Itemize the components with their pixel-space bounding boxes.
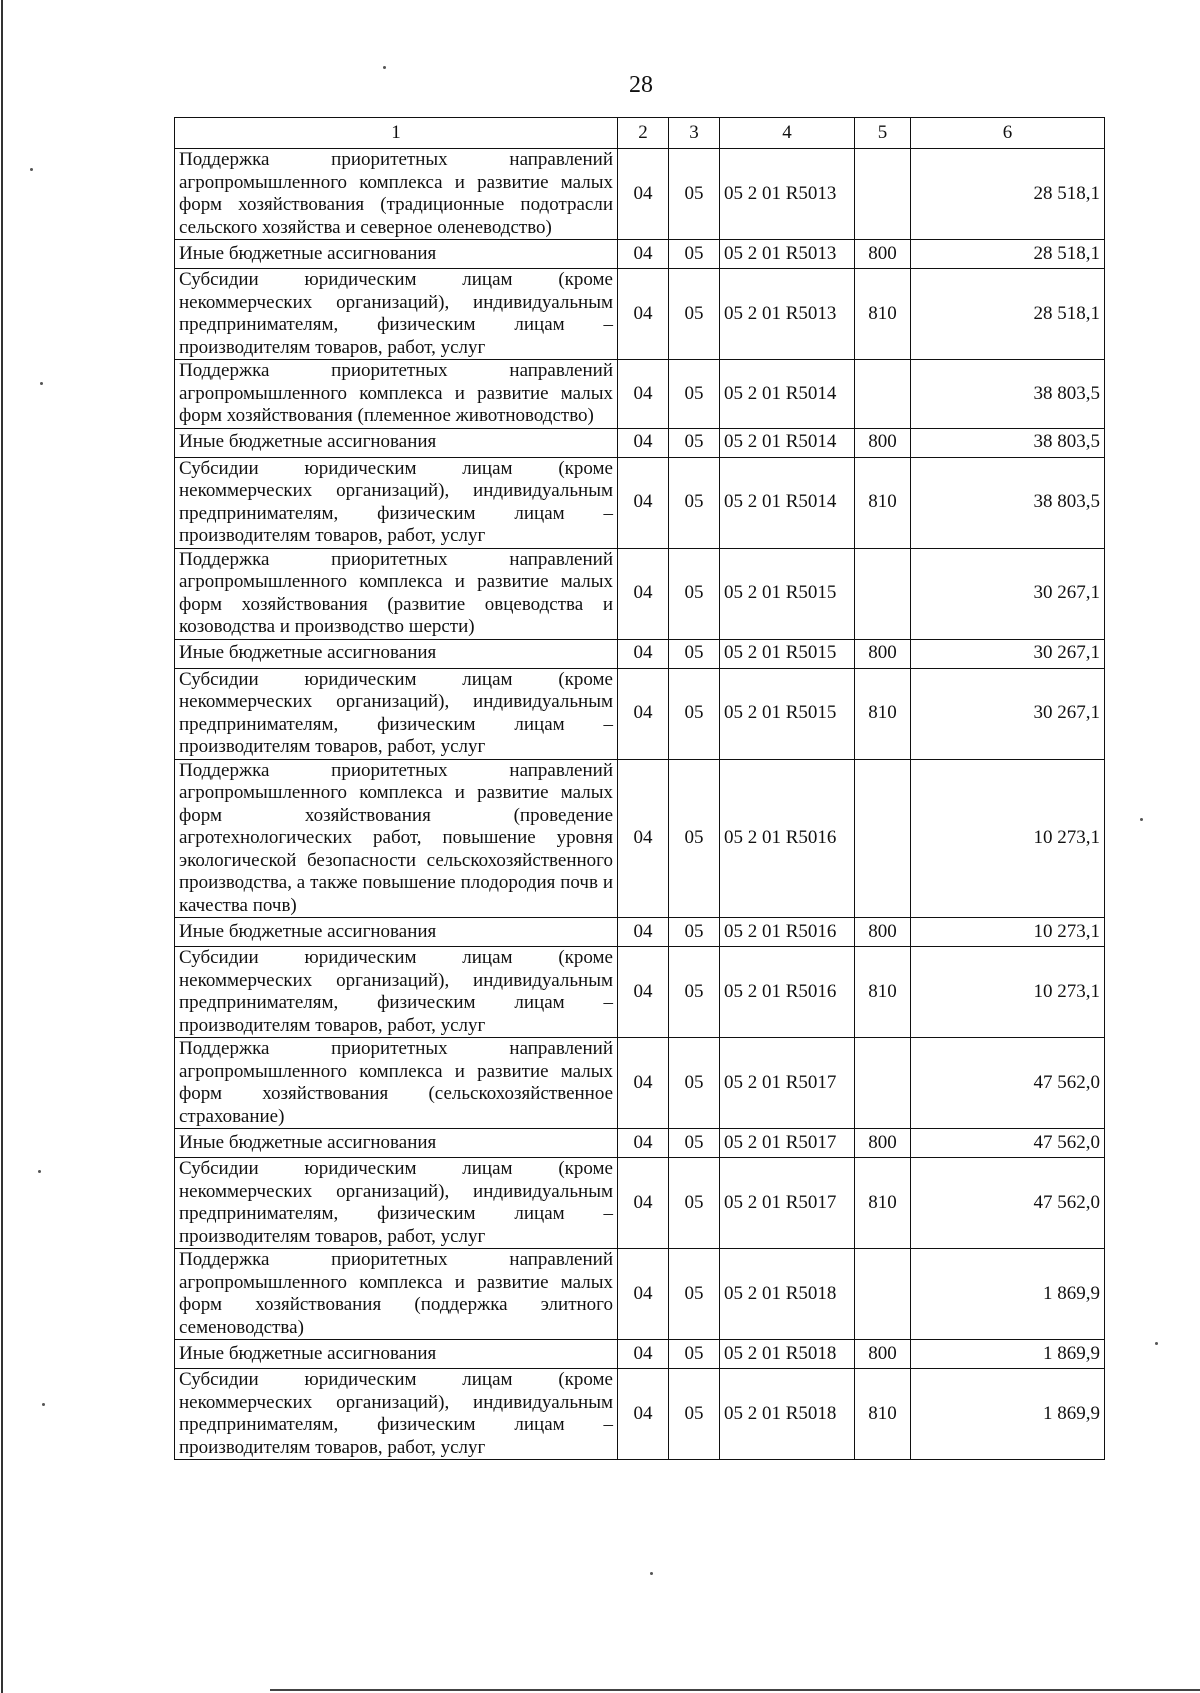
row-section: 04 <box>618 668 669 759</box>
table-row <box>175 1369 1105 1460</box>
row-amount: 30 267,1 <box>911 668 1105 759</box>
table-row <box>175 1158 1105 1249</box>
row-subsection: 05 <box>669 269 720 360</box>
table-row <box>175 457 1105 548</box>
row-expense-type <box>855 1038 911 1129</box>
row-name: Субсидии юридическим лицам (кроме некоммерческих организаций), индивидуальным предпринимателям, физическим лицам – производителям товаров, работ, услуг <box>175 1158 618 1249</box>
row-amount: 10 273,1 <box>911 947 1105 1038</box>
row-name: Субсидии юридическим лицам (кроме некоммерческих организаций), индивидуальным предпринимателям, физическим лицам – производителям товаров, работ, услуг <box>175 668 618 759</box>
row-name: Субсидии юридическим лицам (кроме некоммерческих организаций), индивидуальным предпринимателям, физическим лицам – производителям товаров, работ, услуг <box>175 1369 618 1460</box>
scan-speck <box>650 1572 653 1575</box>
row-amount: 38 803,5 <box>911 428 1105 457</box>
row-subsection: 05 <box>669 360 720 429</box>
row-subsection: 05 <box>669 1038 720 1129</box>
row-name: Иные бюджетные ассигнования <box>175 639 618 668</box>
table-row <box>175 1129 1105 1158</box>
scan-speck <box>38 1170 41 1173</box>
row-expense-type: 800 <box>855 240 911 269</box>
row-name: Поддержка приоритетных направлений агропромышленного комплекса и развитие малых форм хозяйствования (развитие овцеводства и козоводства и производство шерсти) <box>175 548 618 639</box>
row-section: 04 <box>618 759 669 918</box>
row-expense-type: 800 <box>855 1340 911 1369</box>
scan-speck <box>1155 1342 1158 1345</box>
scan-speck <box>42 1403 45 1406</box>
table-row <box>175 269 1105 360</box>
table-row <box>175 360 1105 429</box>
row-section: 04 <box>618 1158 669 1249</box>
header-col-3: 3 <box>669 118 720 149</box>
table-row <box>175 428 1105 457</box>
row-target-code: 05 2 01 R5014 <box>720 457 855 548</box>
row-subsection: 05 <box>669 639 720 668</box>
table-row <box>175 1249 1105 1340</box>
table-row <box>175 240 1105 269</box>
header-col-1: 1 <box>175 118 618 149</box>
row-amount: 30 267,1 <box>911 548 1105 639</box>
row-target-code: 05 2 01 R5017 <box>720 1158 855 1249</box>
row-amount: 38 803,5 <box>911 457 1105 548</box>
row-subsection: 05 <box>669 1249 720 1340</box>
table-row <box>175 548 1105 639</box>
row-amount: 28 518,1 <box>911 149 1105 240</box>
row-expense-type: 800 <box>855 1129 911 1158</box>
scan-speck <box>40 382 43 385</box>
row-name: Субсидии юридическим лицам (кроме некоммерческих организаций), индивидуальным предпринимателям, физическим лицам – производителям товаров, работ, услуг <box>175 269 618 360</box>
row-subsection: 05 <box>669 1369 720 1460</box>
table-row <box>175 759 1105 918</box>
row-expense-type: 810 <box>855 269 911 360</box>
row-expense-type: 810 <box>855 668 911 759</box>
row-target-code: 05 2 01 R5016 <box>720 759 855 918</box>
row-amount: 1 869,9 <box>911 1249 1105 1340</box>
row-target-code: 05 2 01 R5018 <box>720 1369 855 1460</box>
row-expense-type: 810 <box>855 1158 911 1249</box>
row-subsection: 05 <box>669 918 720 947</box>
row-target-code: 05 2 01 R5018 <box>720 1249 855 1340</box>
row-amount: 30 267,1 <box>911 639 1105 668</box>
table-row <box>175 668 1105 759</box>
row-section: 04 <box>618 1249 669 1340</box>
row-expense-type: 810 <box>855 947 911 1038</box>
row-name: Иные бюджетные ассигнования <box>175 240 618 269</box>
row-name: Поддержка приоритетных направлений агропромышленного комплекса и развитие малых форм хозяйствования (племенное животноводство) <box>175 360 618 429</box>
scan-edge-bottom <box>270 1689 1200 1691</box>
row-subsection: 05 <box>669 1129 720 1158</box>
row-section: 04 <box>618 918 669 947</box>
row-name: Поддержка приоритетных направлений агропромышленного комплекса и развитие малых форм хозяйствования (сельскохозяйственное страхование) <box>175 1038 618 1129</box>
row-target-code: 05 2 01 R5013 <box>720 240 855 269</box>
row-amount: 1 869,9 <box>911 1369 1105 1460</box>
row-target-code: 05 2 01 R5015 <box>720 668 855 759</box>
row-amount: 1 869,9 <box>911 1340 1105 1369</box>
budget-table <box>174 117 1105 1460</box>
row-expense-type <box>855 1249 911 1340</box>
row-subsection: 05 <box>669 149 720 240</box>
row-amount: 38 803,5 <box>911 360 1105 429</box>
row-subsection: 05 <box>669 428 720 457</box>
row-subsection: 05 <box>669 457 720 548</box>
row-name: Субсидии юридическим лицам (кроме некоммерческих организаций), индивидуальным предпринимателям, физическим лицам – производителям товаров, работ, услуг <box>175 457 618 548</box>
scan-speck <box>383 66 386 69</box>
row-amount: 47 562,0 <box>911 1038 1105 1129</box>
row-subsection: 05 <box>669 947 720 1038</box>
page-number: 28 <box>629 72 653 98</box>
header-col-6: 6 <box>911 118 1105 149</box>
row-section: 04 <box>618 639 669 668</box>
header-col-5: 5 <box>855 118 911 149</box>
row-name: Поддержка приоритетных направлений агропромышленного комплекса и развитие малых форм хозяйствования (поддержка элитного семеноводства) <box>175 1249 618 1340</box>
row-expense-type: 800 <box>855 918 911 947</box>
row-expense-type <box>855 548 911 639</box>
row-section: 04 <box>618 428 669 457</box>
table-row <box>175 947 1105 1038</box>
scan-edge-left <box>1 0 3 1693</box>
row-name: Субсидии юридическим лицам (кроме некоммерческих организаций), индивидуальным предпринимателям, физическим лицам – производителям товаров, работ, услуг <box>175 947 618 1038</box>
row-amount: 47 562,0 <box>911 1158 1105 1249</box>
row-section: 04 <box>618 947 669 1038</box>
row-expense-type <box>855 149 911 240</box>
scan-speck <box>30 168 33 171</box>
row-section: 04 <box>618 1129 669 1158</box>
row-name: Иные бюджетные ассигнования <box>175 1340 618 1369</box>
table-row <box>175 918 1105 947</box>
row-name: Иные бюджетные ассигнования <box>175 918 618 947</box>
row-name: Поддержка приоритетных направлений агропромышленного комплекса и развитие малых форм хозяйствования (проведение агротехнологических работ, повышение уровня экологической безопасности сельскохозяйственного производства, а также повышение плодородия почв и качества почв) <box>175 759 618 918</box>
row-subsection: 05 <box>669 1340 720 1369</box>
row-section: 04 <box>618 240 669 269</box>
table-row <box>175 149 1105 240</box>
row-subsection: 05 <box>669 668 720 759</box>
row-name: Иные бюджетные ассигнования <box>175 1129 618 1158</box>
row-expense-type <box>855 360 911 429</box>
row-section: 04 <box>618 1340 669 1369</box>
row-target-code: 05 2 01 R5016 <box>720 947 855 1038</box>
row-expense-type: 800 <box>855 639 911 668</box>
row-section: 04 <box>618 149 669 240</box>
row-expense-type <box>855 759 911 918</box>
row-target-code: 05 2 01 R5018 <box>720 1340 855 1369</box>
row-target-code: 05 2 01 R5013 <box>720 269 855 360</box>
row-amount: 10 273,1 <box>911 918 1105 947</box>
row-section: 04 <box>618 1369 669 1460</box>
row-target-code: 05 2 01 R5015 <box>720 639 855 668</box>
row-amount: 28 518,1 <box>911 240 1105 269</box>
row-section: 04 <box>618 269 669 360</box>
row-name: Иные бюджетные ассигнования <box>175 428 618 457</box>
row-section: 04 <box>618 457 669 548</box>
row-amount: 28 518,1 <box>911 269 1105 360</box>
row-section: 04 <box>618 1038 669 1129</box>
row-section: 04 <box>618 360 669 429</box>
row-target-code: 05 2 01 R5013 <box>720 149 855 240</box>
row-target-code: 05 2 01 R5017 <box>720 1038 855 1129</box>
row-target-code: 05 2 01 R5016 <box>720 918 855 947</box>
header-col-4: 4 <box>720 118 855 149</box>
row-expense-type: 810 <box>855 1369 911 1460</box>
table-row <box>175 1340 1105 1369</box>
row-amount: 10 273,1 <box>911 759 1105 918</box>
row-target-code: 05 2 01 R5014 <box>720 428 855 457</box>
header-col-2: 2 <box>618 118 669 149</box>
row-target-code: 05 2 01 R5017 <box>720 1129 855 1158</box>
row-subsection: 05 <box>669 1158 720 1249</box>
row-subsection: 05 <box>669 240 720 269</box>
table-row <box>175 1038 1105 1129</box>
row-subsection: 05 <box>669 759 720 918</box>
row-target-code: 05 2 01 R5014 <box>720 360 855 429</box>
row-section: 04 <box>618 548 669 639</box>
row-target-code: 05 2 01 R5015 <box>720 548 855 639</box>
row-name: Поддержка приоритетных направлений агропромышленного комплекса и развитие малых форм хозяйствования (традиционные подотрасли сельского хозяйства и северное оленеводство) <box>175 149 618 240</box>
row-subsection: 05 <box>669 548 720 639</box>
table-header-row <box>175 118 1105 149</box>
table-row <box>175 639 1105 668</box>
row-expense-type: 810 <box>855 457 911 548</box>
row-expense-type: 800 <box>855 428 911 457</box>
row-amount: 47 562,0 <box>911 1129 1105 1158</box>
scan-speck <box>1140 818 1143 821</box>
